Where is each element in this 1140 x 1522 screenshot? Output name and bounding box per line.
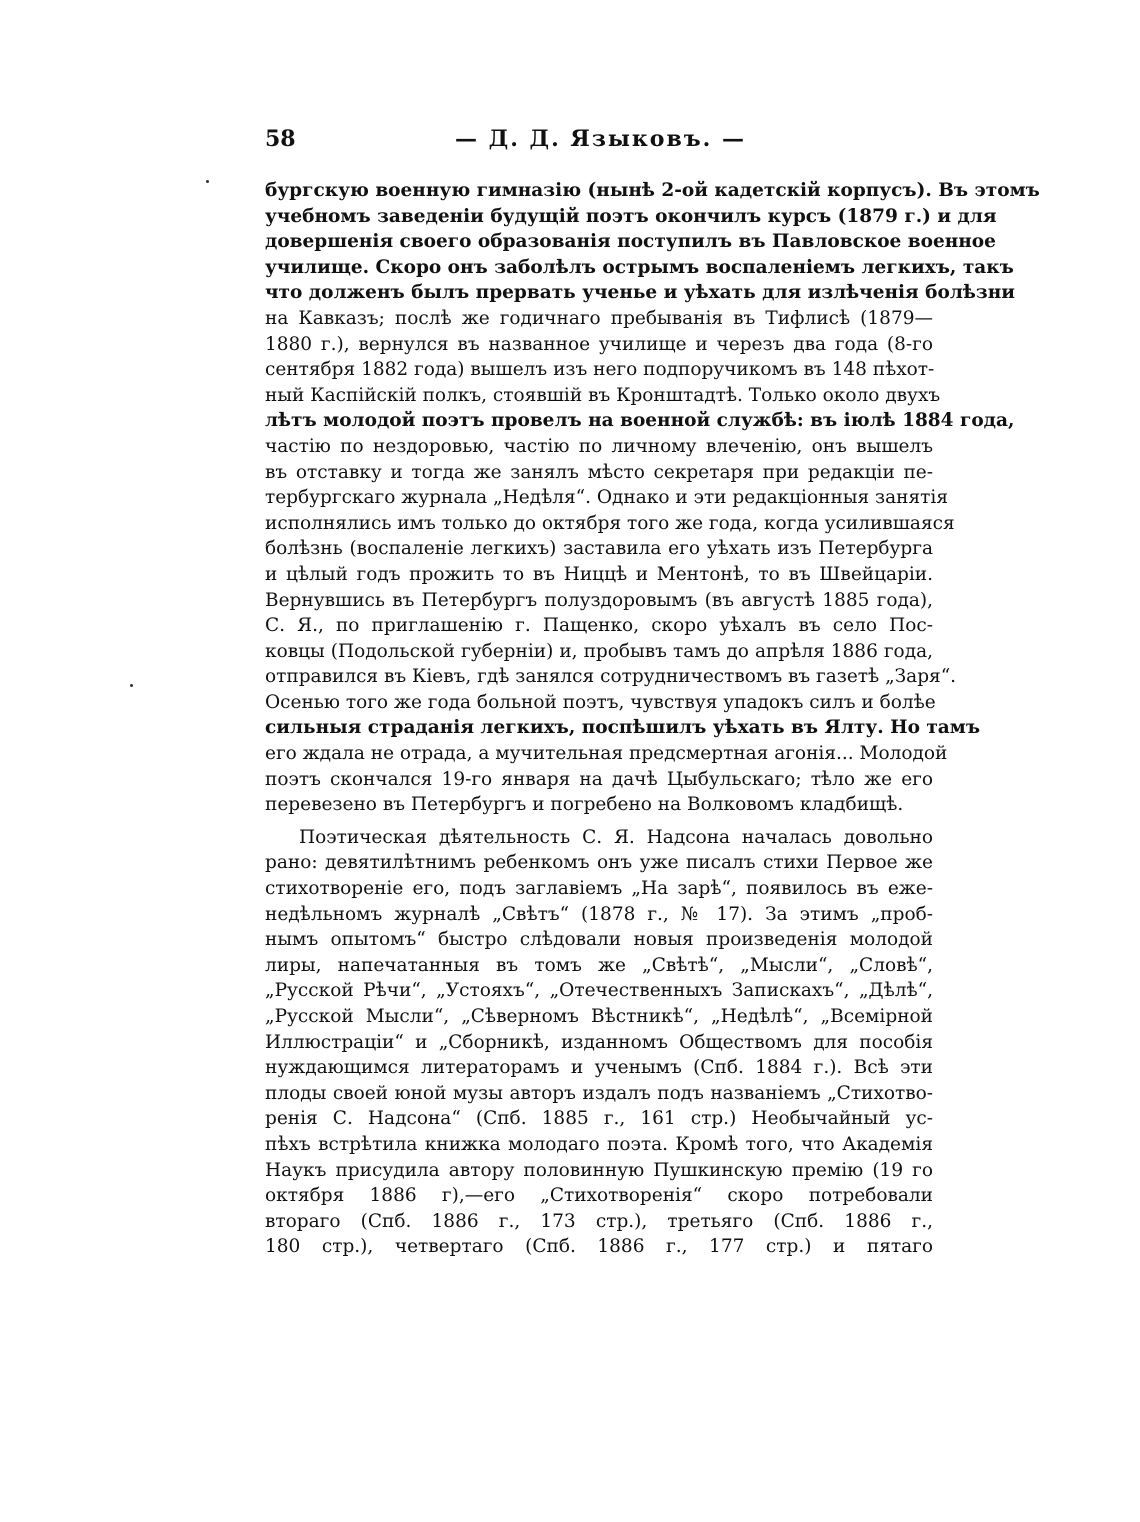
stray-mark (130, 684, 133, 687)
text-line: сильныя страданія легкихъ, поспѣшилъ уѣхать въ Ялту. Но тамъ (265, 717, 981, 739)
text-line: „Русской Мысли“, „Сѣверномъ Вѣстникѣ“, „Недѣлѣ“, „Всемірной (265, 1006, 933, 1027)
text-line: его ждала не отрада, а мучительная предсмертная агонія... Молодой (265, 743, 948, 765)
text-line: училище. Скоро онъ заболѣлъ острымъ воспаленіемъ легкихъ, такъ (265, 256, 1014, 278)
text-line: на Кавказъ; послѣ же годичнаго пребыванія въ Тифлисѣ (1879— (265, 307, 933, 329)
text-line: Осенью того же года больной поэтъ, чувствуя упадокъ силъ и болѣе (265, 691, 936, 713)
text-line: Вернувшись въ Петербургъ полуздоровымъ (въ августѣ 1885 года), (265, 589, 933, 611)
text-line: Наукъ присудила автору половинную Пушкинскую премію (19 го (265, 1159, 933, 1181)
text-line: плоды своей юной музы авторъ издалъ подъ названіемъ „Стихотво- (265, 1082, 933, 1104)
text-line: ный Каспійскій полкъ, стоявшій въ Кронштадтѣ. Только около двухъ (265, 384, 941, 406)
text-line: стихотвореніе его, подъ заглавіемъ „На зарѣ“, появилось въ еже- (265, 878, 933, 900)
text-line: нымъ опытомъ“ быстро слѣдовали новыя произведенія молодой (265, 929, 933, 951)
text-line: и цѣлый годъ прожить то въ Ниццѣ и Ментонѣ, то въ Швейцаріи. (265, 563, 933, 585)
text-line: перевезено въ Петербургъ и погребено на Волковомъ кладбищѣ. (265, 794, 904, 816)
text-line: октября 1886 г),—его „Стихотворенія“ скоро потребовали (265, 1185, 933, 1207)
text-line: недѣльномъ журналѣ „Свѣтъ“ (1878 г., № 17). За этимъ „проб- (265, 903, 933, 925)
text-line: лиры, напечатанныя въ томъ же „Свѣтѣ“, „Мысли“, „Словѣ“, (265, 954, 933, 976)
text-line: лѣтъ молодой поэтъ провелъ на военной службѣ: въ іюлѣ 1884 года, (265, 410, 1015, 432)
text-line: 1880 г.), вернулся въ названное училище и черезъ два года (8-го (265, 333, 933, 355)
text-line: тербургскаго журнала „Недѣля“. Однако и эти редакціонныя занятія (265, 487, 948, 509)
text-line: бургскую военную гимназію (нынѣ 2-ой кадетскій корпусъ). Въ этомъ (265, 180, 1040, 201)
paragraph-1 (265, 178, 1040, 818)
text-line: ковцы (Подольской губерніи) и, пробывъ тамъ до апрѣля 1886 года, (265, 640, 933, 662)
text-line: сентября 1882 года) вышелъ изъ него подпоручикомъ въ 148 пѣхот- (265, 359, 935, 381)
text-line: 180 стр.), четвертаго (Спб. 1886 г., 177 стр.) и пятаго (265, 1236, 933, 1258)
stray-mark (206, 180, 209, 183)
text-line: рано: девятилѣтнимъ ребенкомъ онъ уже писалъ стихи Первое же (265, 852, 933, 874)
text-line: Иллюстраціи“ и „Сборникѣ, изданномъ Обществомъ для пособія (265, 1031, 933, 1053)
text-line: ренія С. Надсона“ (Спб. 1885 г., 161 стр.) Необычайный ус- (265, 1108, 933, 1130)
text-line: нуждающимся литераторамъ и ученымъ (Спб. 1884 г.). Всѣ эти (265, 1057, 933, 1079)
text-line: С. Я., по приглашенію г. Пащенко, скоро уѣхалъ въ село Пос- (265, 615, 933, 637)
text-line: въ отставку и тогда же занялъ мѣсто секретаря при редакціи пе- (265, 461, 933, 483)
text-line: что долженъ былъ прервать ученье и уѣхать для излѣченія болѣзни (265, 282, 1015, 304)
text-line: „Русской Рѣчи“, „Устояхъ“, „Отечественныхъ Запискахъ“, „Дѣлѣ“, (265, 980, 933, 1002)
text-line: частію по нездоровью, частію по личному влеченію, онъ вышелъ (265, 435, 933, 457)
text-line: пѣхъ встрѣтила книжка молодаго поэта. Кромѣ того, что Академія (265, 1133, 933, 1155)
paragraph-gap (265, 818, 933, 825)
text-line: поэтъ скончался 19-го января на дачѣ Цыбульскаго; тѣло же его (265, 768, 933, 790)
text-line: довершенія своего образованія поступилъ въ Павловское военное (265, 231, 996, 253)
page-number: 58 (265, 126, 296, 152)
text-line: отправился въ Кіевъ, гдѣ занялся сотрудничествомъ въ газетѣ „Заря“. (265, 666, 957, 688)
running-head: — Д. Д. Языковъ. — (455, 126, 746, 152)
text-line: исполнялись имъ только до октября того же года, когда усилившаяся (265, 512, 955, 534)
text-line: Поэтическая дѣятельность С. Я. Надсона началась довольно (299, 826, 933, 848)
text-line: учебномъ заведеніи будущій поэтъ окончилъ курсъ (1879 г.) и для (265, 205, 997, 227)
text-line: болѣзнь (воспаленіе легкихъ) заставила его уѣхать изъ Петербурга (265, 538, 933, 560)
body-text (265, 178, 1040, 1260)
paragraph-2 (265, 825, 933, 1260)
text-line: втораго (Спб. 1886 г., 173 стр.), третьяго (Спб. 1886 г., (265, 1210, 933, 1232)
